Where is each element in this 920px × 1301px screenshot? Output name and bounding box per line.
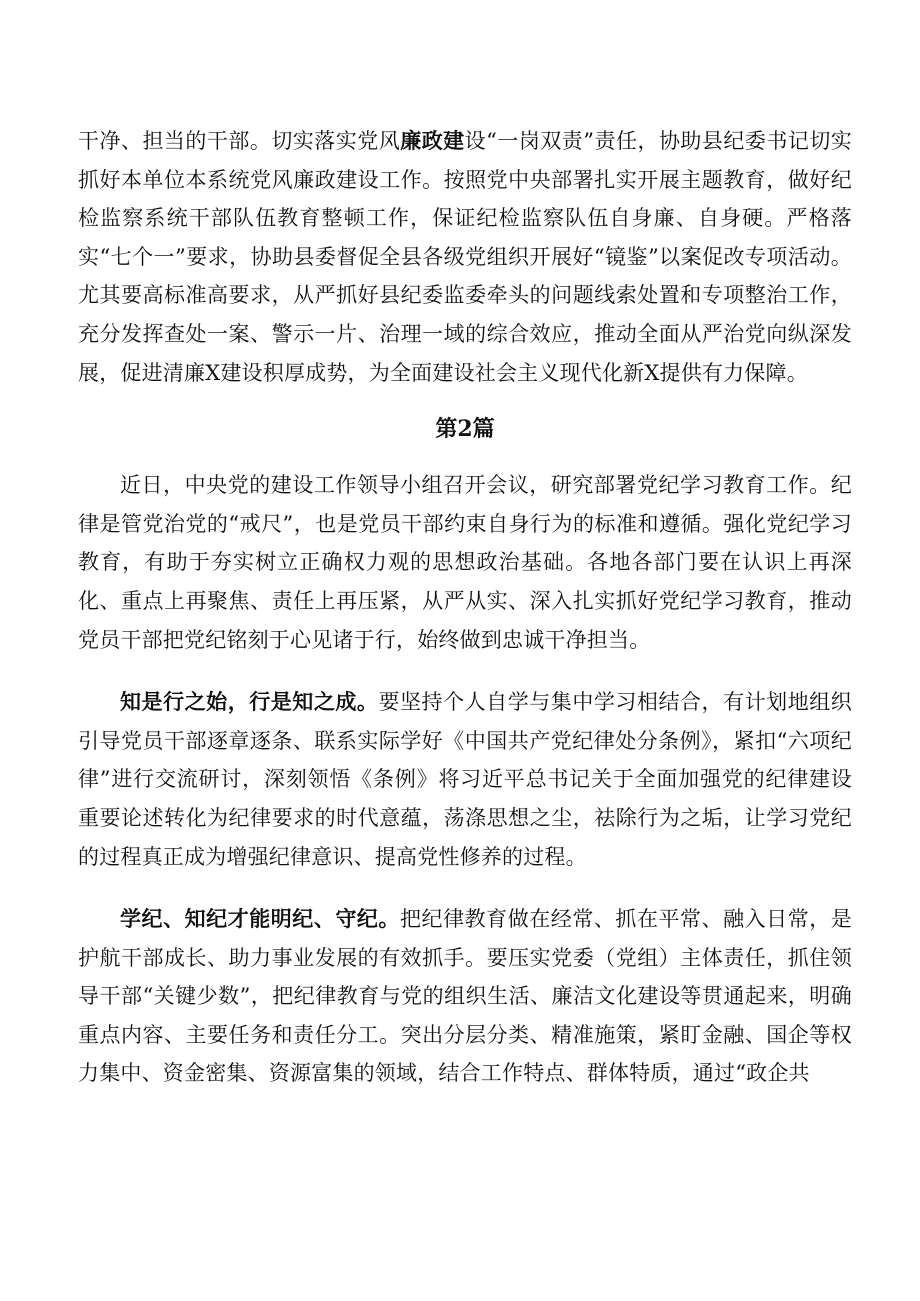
paragraph-3-lead: 知是行之始，行是知之成。 [120,689,379,715]
paragraph-gap [78,659,852,683]
paragraph-1-rest: 设“一岗双责”责任，协助县纪委书记切实抓好本单位本系统党风廉政建设工作。按照党中央部署扎实开展主题教育，做好纪检监察系统干部队伍教育整顿工作，保证纪检监察队伍自身廉、自身硬。严格落实“七个一”要求，协助县委督促全县各级党组织开展好“镜鉴”以案促改专项活动。尤其要高标准高要求，从严抓好县纪委监委牵头的问题线索处置和专项整治工作，充分发挥查处一案、警示一片、治理一域的综合效应，推动全面从严治党向纵深发展，促进清廉X建设积厚成势，为全面建设社会主义现代化新X提供有力保障。 [78,129,852,385]
paragraph-3-text: 要坚持个人自学与集中学习相结合，有计划地组织引导党员干部逐章逐条、联系实际学好《中国共产党纪律处分条例》，紧扣“六项纪律”进行交流研讨，深刻领悟《条例》将习近平总书记关于全面加强党的纪律建设重要论述转化为纪律要求的时代意蕴，荡涤思想之尘，祛除行为之垢，让学习党纪的过程真正成为增强纪律意识、提高党性修养的过程。 [78,690,852,869]
paragraph-2: 近日，中央党的建设工作领导小组召开会议，研究部署党纪学习教育工作。纪律是管党治党的“戒尺”，也是党员干部约束自身行为的标准和遵循。强化党纪学习教育，有助于夯实树立正确权力观的思想政治基础。各地各部门要在认识上再深化、重点上再聚焦、责任上再压紧，从严从实、深入扎实抓好党纪学习教育，推动党员干部把党纪铭刻于心见诸于行，始终做到忠诚干净担当。 [78,473,852,652]
paragraph-4 [78,900,852,1093]
paragraph-1 [78,122,852,392]
paragraph-3 [78,683,852,876]
paragraph-gap [78,876,852,900]
section-heading: 第2篇 [435,416,495,443]
paragraph-1-bold-term: 廉政建 [400,128,465,153]
paragraph-4-text: 把纪律教育做在经常、抓在平常、融入日常，是护航干部成长、助力事业发展的有效抓手。要压实党委（党组）主体责任，抓住领导干部“关键少数”，把纪律教育与党的组织生活、廉洁文化建设等贯通起来，明确重点内容、主要任务和责任分工。突出分层分类、精准施策，紧盯金融、国企等权力集中、资金密集、资源富集的领域，结合工作特点、群体特质，通过“政企共 [78,907,852,1086]
paragraph-1-start: 干净、担当的干部。切实落实党风 [78,129,401,153]
paragraph-4-lead: 学纪、知纪才能明纪、守纪。 [120,906,401,932]
